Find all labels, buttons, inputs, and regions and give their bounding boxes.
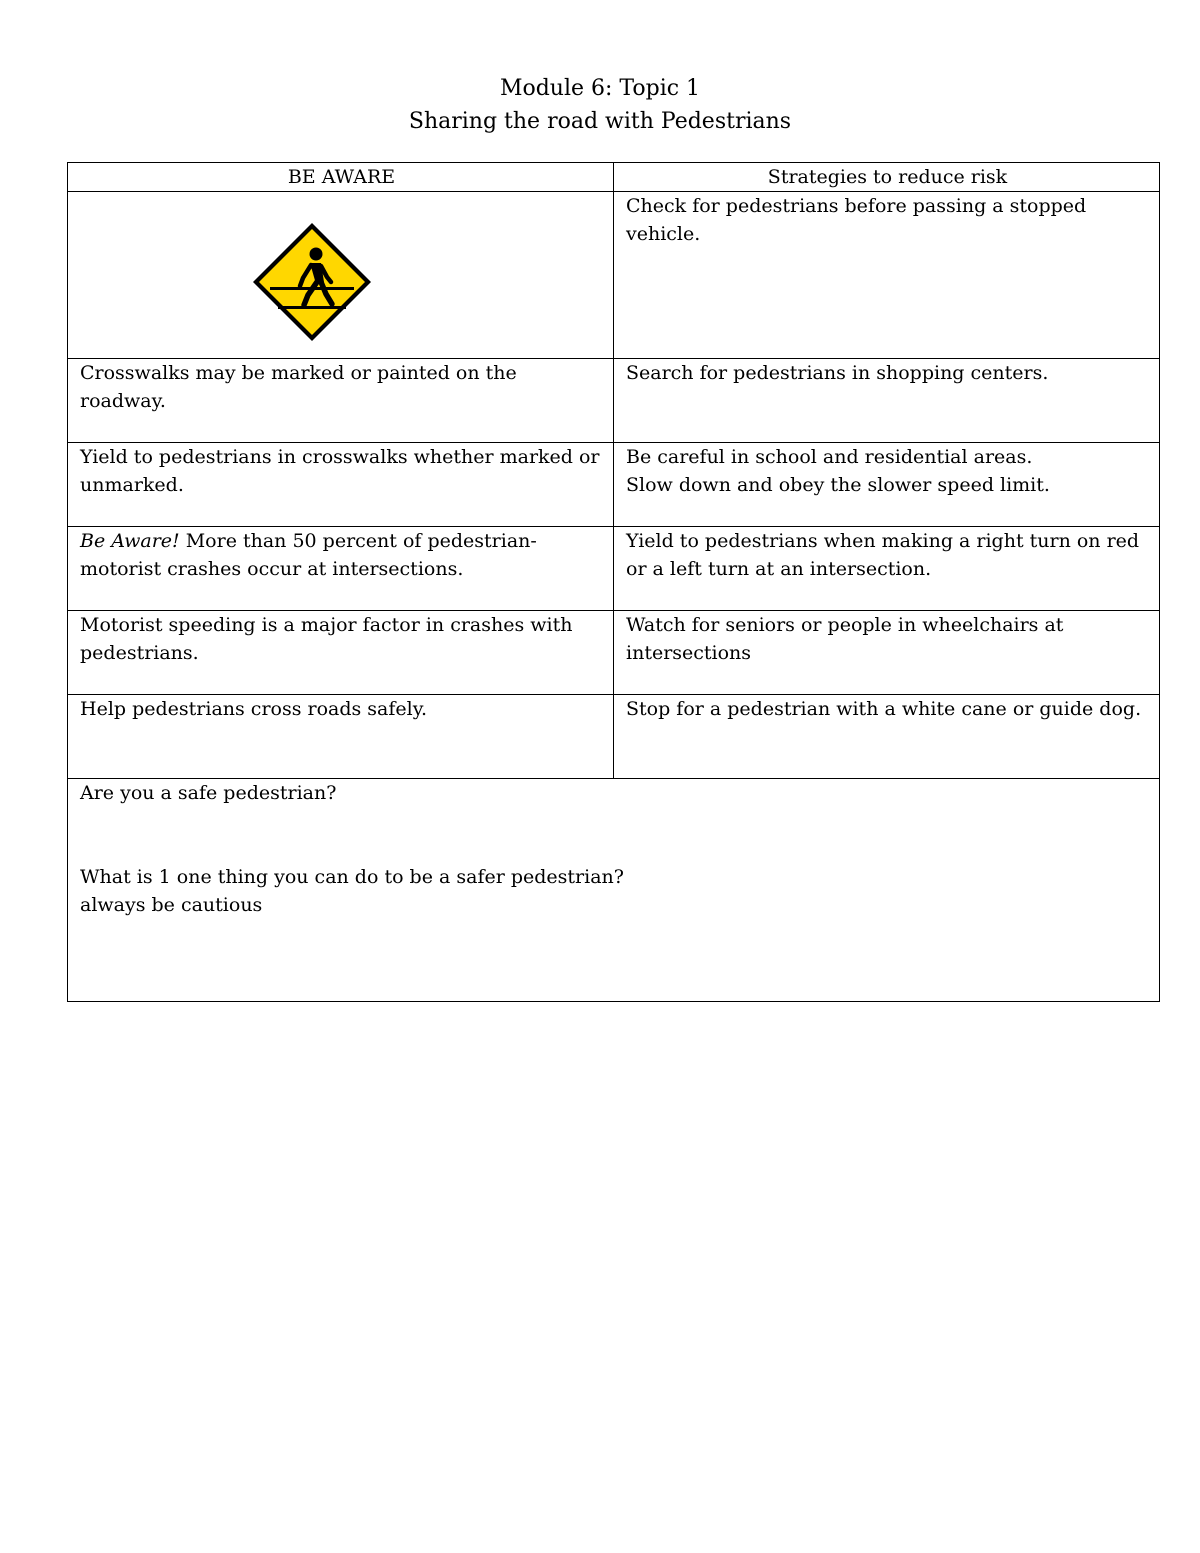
strategy-cell: Search for pedestrians in shopping centers. — [614, 359, 1160, 443]
title-line-1: Module 6: Topic 1 — [499, 76, 701, 101]
be-aware-cell: Yield to pedestrians in crosswalks whether marked or unmarked. — [68, 443, 614, 527]
header-strategies: Strategies to reduce risk — [614, 163, 1160, 192]
be-aware-text: More than 50 percent of pedestrian-motorist crashes occur at intersections. — [80, 530, 537, 580]
question-one-thing: What is 1 one thing you can do to be a safer pedestrian? — [80, 866, 624, 888]
table-header-row — [68, 163, 1160, 192]
be-aware-cell: Help pedestrians cross roads safely. — [68, 695, 614, 779]
strategy-cell — [614, 443, 1160, 527]
questions-row — [68, 779, 1160, 1002]
be-aware-cell: Motorist speeding is a major factor in crashes with pedestrians. — [68, 611, 614, 695]
table-row — [68, 527, 1160, 611]
header-be-aware: BE AWARE — [68, 163, 614, 192]
question-safe-pedestrian: Are you a safe pedestrian? — [80, 782, 337, 804]
strategy-cell: Check for pedestrians before passing a stopped vehicle. — [614, 192, 1160, 359]
strategy-cell: Watch for seniors or people in wheelchairs at intersections — [614, 611, 1160, 695]
pedestrian-crossing-sign-icon — [250, 220, 374, 344]
table-row — [68, 695, 1160, 779]
strategy-line: Slow down and obey the slower speed limit. — [626, 474, 1050, 496]
strategy-cell: Stop for a pedestrian with a white cane or guide dog. — [614, 695, 1160, 779]
table-row — [68, 611, 1160, 695]
document-title — [0, 72, 1200, 138]
be-aware-cell: Crosswalks may be marked or painted on the roadway. — [68, 359, 614, 443]
title-line-2: Sharing the road with Pedestrians — [408, 109, 792, 134]
answer-space — [80, 807, 1149, 863]
questions-cell — [68, 779, 1160, 1002]
table-row — [68, 359, 1160, 443]
table-row — [68, 192, 1160, 359]
be-aware-cell — [68, 527, 614, 611]
be-aware-emphasis: Be Aware! — [80, 530, 180, 552]
table-row — [68, 443, 1160, 527]
strategy-line: Be careful in school and residential areas. — [626, 446, 1033, 468]
worksheet-table — [67, 162, 1160, 1002]
sign-cell — [68, 192, 614, 359]
answer-one-thing: always be cautious — [80, 894, 263, 916]
strategy-cell: Yield to pedestrians when making a right turn on red or a left turn at an intersection. — [614, 527, 1160, 611]
